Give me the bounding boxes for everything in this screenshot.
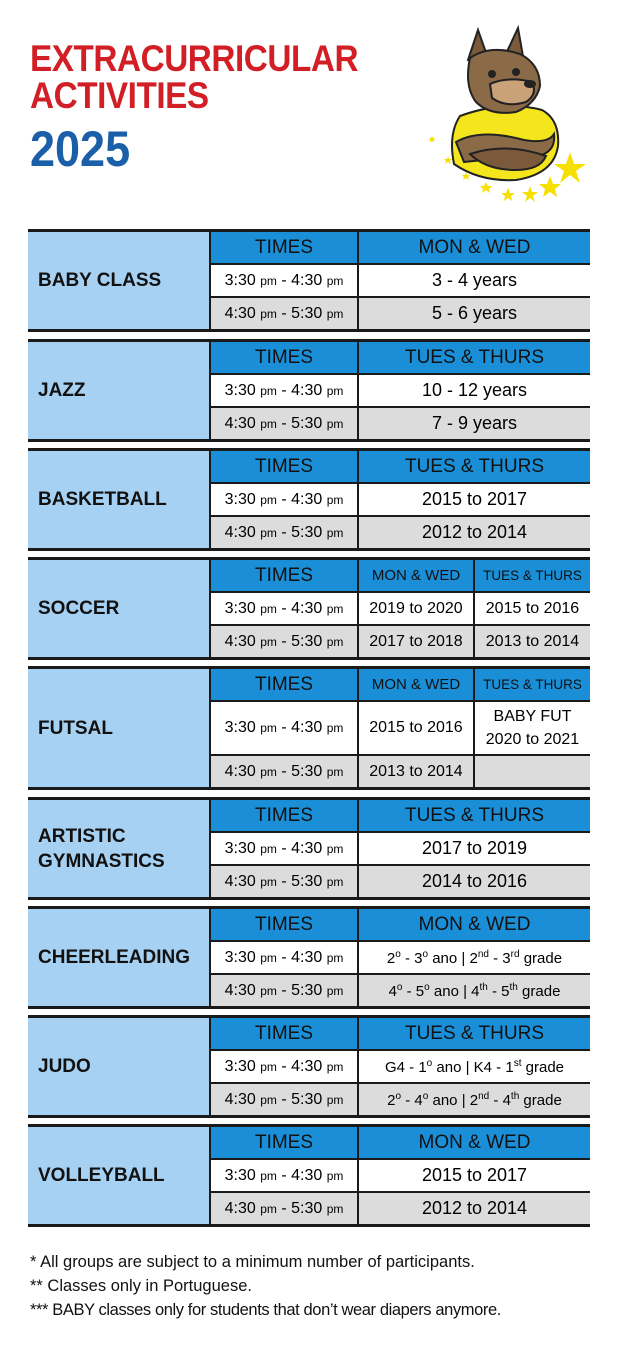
group-cell: 2$^o$ - 3$^o$ ano | 2nd - 3rd grade [358,941,590,974]
activity-name: FUTSAL [28,669,210,787]
time-slot-1: 3:30 pm - 4:30 pm [210,264,358,297]
activity-table-soccer [28,557,590,660]
time-slot-2: 4:30 pm - 5:30 pm [210,407,358,439]
activity-name: JUDO [28,1018,210,1115]
activity-table-futsal [28,666,590,790]
activity-table-volleyball [28,1124,590,1227]
days-header: MON & WED [358,1127,590,1159]
wolf-mascot-icon [420,24,590,209]
footnote-2: ** Classes only in Portuguese. [30,1277,252,1295]
time-slot-2: 4:30 pm - 5:30 pm [210,625,358,657]
days-header: TUES & THURS [358,342,590,374]
times-header: TIMES [210,909,358,941]
time-slot-1: 3:30 pm - 4:30 pm [210,1159,358,1192]
group-cell: 2013 to 2014 [358,755,474,787]
group-cell: 2015 to 2017 [358,483,590,516]
group-cell: 2$^o$ - 4$^o$ ano | 2nd - 4th grade [358,1083,590,1115]
group-cell: 4$^o$ - 5$^o$ ano | 4th - 5th grade [358,974,590,1006]
group-cell: 2015 to 2016 [474,592,590,625]
footnote-3: *** BABY classes only for students that don’t wear diapers anymore. [30,1301,501,1319]
activity-table-artistic-gymnastics [28,797,590,900]
group-cell: G4 - 1$^o$ ano | K4 - 1st grade [358,1050,590,1083]
time-slot-2: 4:30 pm - 5:30 pm [210,974,358,1006]
group-cell: 2014 to 2016 [358,865,590,897]
time-slot-1: 3:30 pm - 4:30 pm [210,374,358,407]
group-cell: 2013 to 2014 [474,625,590,657]
days-header: TUES & THURS [358,1018,590,1050]
activity-name: BASKETBALL [28,451,210,548]
times-header: TIMES [210,1018,358,1050]
time-slot-1: 3:30 pm - 4:30 pm [210,1050,358,1083]
group-cell: 2017 to 2018 [358,625,474,657]
group-cell: 2019 to 2020 [358,592,474,625]
activity-table-judo [28,1015,590,1118]
activity-name: ARTISTIC GYMNASTICS [28,800,210,897]
group-cell: 2017 to 2019 [358,832,590,865]
group-cell: 7 - 9 years [358,407,590,439]
time-slot-1: 3:30 pm - 4:30 pm [210,941,358,974]
time-slot-2: 4:30 pm - 5:30 pm [210,297,358,329]
activity-table-cheerleading [28,906,590,1009]
times-header: TIMES [210,342,358,374]
days-header: TUES & THURS [358,451,590,483]
times-header: TIMES [210,232,358,264]
time-slot-2: 4:30 pm - 5:30 pm [210,1083,358,1115]
time-slot-2: 4:30 pm - 5:30 pm [210,865,358,897]
group-cell: 2012 to 2014 [358,1192,590,1224]
activity-table-basketball [28,448,590,551]
activity-table-baby-class [28,229,590,332]
days-header-tues-thurs: TUES & THURS [474,669,590,701]
time-slot-2: 4:30 pm - 5:30 pm [210,755,358,787]
group-cell: 2015 to 2017 [358,1159,590,1192]
time-slot-1: 3:30 pm - 4:30 pm [210,832,358,865]
footnotes [30,1250,501,1322]
times-header: TIMES [210,560,358,592]
group-cell: 2015 to 2016 [358,701,474,755]
activity-name: VOLLEYBALL [28,1127,210,1224]
group-cell-baby-fut: BABY FUT 2020 to 2021 [474,701,590,755]
footnote-1: * All groups are subject to a minimum number of participants. [30,1253,475,1271]
title-year: 2025 [30,121,131,177]
group-cell: 2012 to 2014 [358,516,590,548]
page-title [30,38,395,177]
times-header: TIMES [210,800,358,832]
time-slot-1: 3:30 pm - 4:30 pm [210,701,358,755]
days-header-tues-thurs: TUES & THURS [474,560,590,592]
days-header: TUES & THURS [358,800,590,832]
activity-name: CHEERLEADING [28,909,210,1006]
activity-name: BABY CLASS [28,232,210,329]
activity-table-jazz [28,339,590,442]
group-cell-empty [474,755,590,787]
activity-name: SOCCER [28,560,210,657]
days-header: MON & WED [358,232,590,264]
group-cell: 10 - 12 years [358,374,590,407]
times-header: TIMES [210,669,358,701]
days-header-mon-wed: MON & WED [358,560,474,592]
time-slot-2: 4:30 pm - 5:30 pm [210,1192,358,1224]
days-header-mon-wed: MON & WED [358,669,474,701]
title-line-2: ACTIVITIES [30,75,209,116]
group-cell: 3 - 4 years [358,264,590,297]
activity-name: JAZZ [28,342,210,439]
times-header: TIMES [210,1127,358,1159]
days-header: MON & WED [358,909,590,941]
times-header: TIMES [210,451,358,483]
time-slot-1: 3:30 pm - 4:30 pm [210,483,358,516]
time-slot-1: 3:30 pm - 4:30 pm [210,592,358,625]
title-line-1: EXTRACURRICULAR [30,38,359,79]
time-slot-2: 4:30 pm - 5:30 pm [210,516,358,548]
group-cell: 5 - 6 years [358,297,590,329]
